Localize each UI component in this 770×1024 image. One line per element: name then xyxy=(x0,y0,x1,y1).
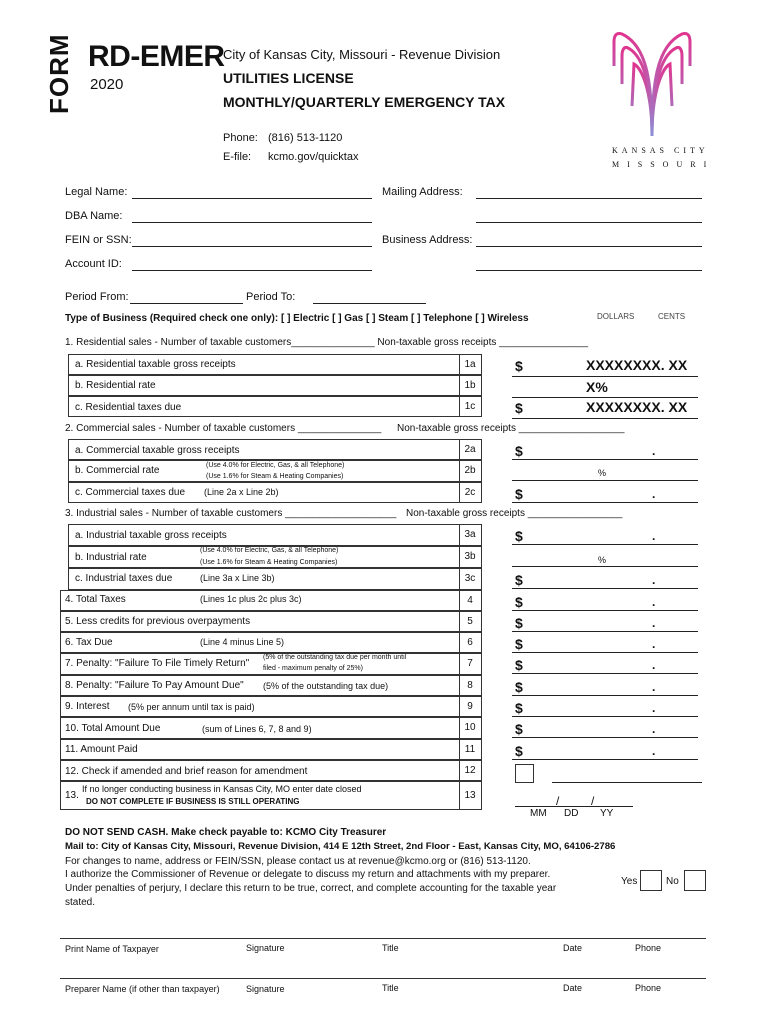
cents-dot-2a: . xyxy=(652,444,656,458)
line-2c-note: (Line 2a x Line 2b) xyxy=(204,487,279,497)
efile-value: kcmo.gov/quicktax xyxy=(268,151,359,163)
date-slash-1: / xyxy=(556,794,560,808)
line-6-note: (Line 4 minus Line 5) xyxy=(200,637,285,647)
cents-dot-9: . xyxy=(652,701,656,715)
amount-input-8[interactable] xyxy=(512,695,698,696)
sig-date: Date xyxy=(563,943,583,953)
line-3-industrial-sales: 3. Industrial sales - Number of taxable customers ____________________ xyxy=(65,508,397,519)
date-mm-label: MM xyxy=(530,808,547,819)
line-1b-label: b. Residential rate xyxy=(75,380,156,391)
amount-input-4[interactable] xyxy=(512,610,698,611)
amount-input-7[interactable] xyxy=(512,673,698,674)
line-5-label: 5. Less credits for previous overpayments xyxy=(65,616,251,627)
line-2b-label: b. Commercial rate xyxy=(75,465,160,476)
cents-dot-8: . xyxy=(652,680,656,694)
no-checkbox[interactable] xyxy=(684,870,706,891)
line-3b-label: b. Industrial rate xyxy=(75,552,147,563)
line-13-warning: DO NOT COMPLETE IF BUSINESS IS STILL OPERATING xyxy=(86,797,300,806)
line-number-2c: 2c xyxy=(464,487,476,498)
authorize-text: I authorize the Commissioner of Revenue or delegate to discuss my return and attachments with my preparer. xyxy=(65,869,551,880)
line-8-note: (5% of the outstanding tax due) xyxy=(263,681,389,691)
line-number-8: 8 xyxy=(467,680,473,691)
amount-input-3c[interactable] xyxy=(512,588,698,589)
amended-reason-input[interactable] xyxy=(552,782,702,783)
dollar-sign-6: $ xyxy=(515,636,523,652)
line-number-2a: 2a xyxy=(464,444,476,455)
line-number-1a: 1a xyxy=(464,359,476,370)
perjury-text-2: stated. xyxy=(65,897,96,908)
cents-dot-7: . xyxy=(652,658,656,672)
amount-input-10[interactable] xyxy=(512,737,698,738)
percent-2b: % xyxy=(598,468,607,478)
logo-text-missouri: MISSOURI xyxy=(612,160,715,169)
line-number-6: 6 xyxy=(467,637,473,648)
dba-name-input[interactable] xyxy=(132,222,372,223)
line-12-label: 12. Check if amended and brief reason for amendment xyxy=(65,766,308,777)
line-row-9 xyxy=(60,696,482,717)
dollar-sign-9: $ xyxy=(515,700,523,716)
dollar-sign-1a: $ xyxy=(515,358,523,374)
sig-phone: Phone xyxy=(635,943,662,953)
cents-dot-6: . xyxy=(652,637,656,651)
cents-dot-5: . xyxy=(652,616,656,630)
line-row-11 xyxy=(60,739,482,760)
form-code: RD-EMER xyxy=(88,40,225,73)
line-row-1b xyxy=(68,375,482,396)
cents-dot-11: . xyxy=(652,744,656,758)
line-number-10: 10 xyxy=(464,722,476,733)
percent-3b: % xyxy=(598,555,607,565)
period-to-label: Period To: xyxy=(246,291,296,303)
cents-dot-3a: . xyxy=(652,529,656,543)
yes-label: Yes xyxy=(621,876,638,887)
line-3c-label: c. Industrial taxes due xyxy=(75,573,173,584)
dollar-sign-3c: $ xyxy=(515,572,523,588)
rate-input-3b[interactable] xyxy=(512,566,698,567)
line-row-2a xyxy=(68,439,482,460)
line-7-note-1: (5% of the outstanding tax due per month until xyxy=(263,654,407,661)
line-13-text: If no longer conducting business in Kansas City, MO enter date closed xyxy=(82,784,362,794)
mailing-address-input-2[interactable] xyxy=(476,222,702,223)
line-number-3c: 3c xyxy=(464,573,476,584)
value-1a: XXXXXXXX. XX xyxy=(586,357,688,373)
amount-input-5[interactable] xyxy=(512,631,698,632)
date-slash-2: / xyxy=(591,794,595,808)
line-number-2b: 2b xyxy=(464,465,476,476)
sig-print-name: Print Name of Taxpayer xyxy=(65,944,159,954)
line-6-label: 6. Tax Due xyxy=(65,637,113,648)
no-label: No xyxy=(666,876,679,887)
dollar-sign-4: $ xyxy=(515,594,523,610)
sig-title: Title xyxy=(382,943,399,953)
cents-dot-10: . xyxy=(652,722,656,736)
line-number-5: 5 xyxy=(467,616,473,627)
line-number-3a: 3a xyxy=(464,529,476,540)
amount-input-1c[interactable] xyxy=(512,418,698,419)
value-1b: X% xyxy=(586,379,608,395)
signature-line-preparer[interactable] xyxy=(60,978,706,979)
line-row-13 xyxy=(60,781,482,810)
line-number-1c: 1c xyxy=(464,401,476,412)
line-2b-note-2: (Use 1.6% for Steam & Heating Companies) xyxy=(206,473,344,480)
fein-ssn-label: FEIN or SSN: xyxy=(65,234,132,246)
line-row-3b xyxy=(68,546,482,568)
mailing-address-label: Mailing Address: xyxy=(382,186,463,198)
line-row-6 xyxy=(60,632,482,653)
cents-dot-4: . xyxy=(652,595,656,609)
line-3c-note: (Line 3a x Line 3b) xyxy=(200,573,275,583)
line-7-label: 7. Penalty: "Failure To File Timely Return" xyxy=(65,658,250,669)
line-row-1c xyxy=(68,396,482,417)
period-to-input[interactable] xyxy=(313,303,426,304)
line-row-3c xyxy=(68,568,482,590)
legal-name-input[interactable] xyxy=(132,198,372,199)
rate-input-2b[interactable] xyxy=(512,480,698,481)
date-dd-label: DD xyxy=(564,808,579,819)
line-row-2c xyxy=(68,482,482,503)
line-4-note: (Lines 1c plus 2c plus 3c) xyxy=(200,594,302,604)
period-from-label: Period From: xyxy=(65,291,129,303)
amount-input-3a[interactable] xyxy=(512,544,698,545)
line-9-label: 9. Interest xyxy=(65,701,110,712)
form-title-2: MONTHLY/QUARTERLY EMERGENCY TAX xyxy=(223,94,506,110)
dollar-sign-10: $ xyxy=(515,721,523,737)
cents-dot-3c: . xyxy=(652,573,656,587)
no-cash-notice: DO NOT SEND CASH. Make check payable to: KCMO City Treasurer xyxy=(65,827,387,838)
form-word: FORM xyxy=(44,33,74,114)
signature-line-taxpayer[interactable] xyxy=(60,938,706,939)
amount-input-11[interactable] xyxy=(512,759,698,760)
date-yy-label: YY xyxy=(600,808,614,819)
line-1c-label: c. Residential taxes due xyxy=(75,402,182,413)
line-2-commercial-sales: 2. Commercial sales - Number of taxable customers _______________ xyxy=(65,423,382,434)
business-address-input-1[interactable] xyxy=(476,246,702,247)
form-title-1: UTILITIES LICENSE xyxy=(223,70,354,86)
line-10-label: 10. Total Amount Due xyxy=(65,723,161,734)
agency-name: City of Kansas City, Missouri - Revenue Division xyxy=(223,47,501,62)
line-10-note: (sum of Lines 6, 7, 8 and 9) xyxy=(202,724,312,734)
perjury-text-1: Under penalties of perjury, I declare this return to be true, correct, and complete accounting for the taxable year xyxy=(65,883,557,894)
mailing-address-input-1[interactable] xyxy=(476,198,702,199)
amount-input-1a[interactable] xyxy=(512,376,698,377)
amended-checkbox[interactable] xyxy=(515,764,534,783)
amount-input-2c[interactable] xyxy=(512,502,698,503)
line-1a-label: a. Residential taxable gross receipts xyxy=(75,359,236,370)
line-2-nontaxable: Non-taxable gross receipts ___________________ xyxy=(397,423,625,434)
line-1-residential-sales: 1. Residential sales - Number of taxable customers_______________ Non-taxable gross receipts ________________ xyxy=(65,337,589,348)
line-8-label: 8. Penalty: "Failure To Pay Amount Due" xyxy=(65,680,244,691)
business-type-selector[interactable]: Type of Business (Required check one only): [ ] Electric [ ] Gas [ ] Steam [ ] Telephone [ ] Wireless xyxy=(65,313,529,324)
line-row-4 xyxy=(60,590,482,611)
logo-text-kansas-city: KANSAS CITY xyxy=(612,146,709,155)
account-id-label: Account ID: xyxy=(65,258,122,270)
line-row-2b xyxy=(68,460,482,482)
line-row-10 xyxy=(60,717,482,739)
dollar-sign-11: $ xyxy=(515,743,523,759)
fein-ssn-input[interactable] xyxy=(132,246,372,247)
dollar-sign-5: $ xyxy=(515,615,523,631)
cents-column-header: CENTS xyxy=(658,312,686,321)
line-row-1a xyxy=(68,354,482,375)
line-number-11: 11 xyxy=(464,744,476,755)
line-row-7 xyxy=(60,653,482,675)
account-id-input[interactable] xyxy=(132,270,372,271)
dollar-sign-7: $ xyxy=(515,657,523,673)
dollar-sign-1c: $ xyxy=(515,400,523,416)
line-7-note-2: filed - maximum penalty of 25%) xyxy=(263,665,363,672)
line-2c-label: c. Commercial taxes due xyxy=(75,487,186,498)
prep-title: Title xyxy=(382,983,399,993)
amount-input-9[interactable] xyxy=(512,716,698,717)
dollars-column-header: DOLLARS xyxy=(597,312,635,321)
line-row-3a xyxy=(68,524,482,546)
line-number-1b: 1b xyxy=(464,380,476,391)
date-closed-input[interactable] xyxy=(515,806,633,807)
prep-name: Preparer Name (if other than taxpayer) xyxy=(65,984,220,994)
line-11-label: 11. Amount Paid xyxy=(65,744,138,755)
period-from-input[interactable] xyxy=(130,303,243,304)
dollar-sign-2c: $ xyxy=(515,486,523,502)
form-year: 2020 xyxy=(90,76,124,93)
dollar-sign-3a: $ xyxy=(515,528,523,544)
line-number-9: 9 xyxy=(467,701,473,712)
sig-signature: Signature xyxy=(246,943,285,953)
line-number-3b: 3b xyxy=(464,551,476,562)
line-number-4: 4 xyxy=(467,595,473,606)
line-3b-note-1: (Use 4.0% for Electric, Gas, & all Telephone) xyxy=(200,547,339,554)
yes-checkbox[interactable] xyxy=(640,870,662,891)
phone-label: Phone: xyxy=(223,132,258,144)
dba-name-label: DBA Name: xyxy=(65,210,123,222)
amount-input-6[interactable] xyxy=(512,652,698,653)
prep-date: Date xyxy=(563,983,583,993)
line-9-note: (5% per annum until tax is paid) xyxy=(128,702,255,712)
changes-notice: For changes to name, address or FEIN/SSN, please contact us at revenue@kcmo.org or (816) 513-1120. xyxy=(65,856,531,867)
line-3-nontaxable: Non-taxable gross receipts _________________ xyxy=(406,508,623,519)
line-4-label: 4. Total Taxes xyxy=(65,594,126,605)
efile-label: E-file: xyxy=(223,151,252,163)
line-row-5 xyxy=(60,611,482,632)
cents-dot-2c: . xyxy=(652,487,656,501)
line-2b-note-1: (Use 4.0% for Electric, Gas, & all Telephone) xyxy=(206,462,345,469)
value-1c: XXXXXXXX. XX xyxy=(586,399,688,415)
line-row-12 xyxy=(60,760,482,781)
line-number-7: 7 xyxy=(467,658,473,669)
line-row-8 xyxy=(60,675,482,696)
line-2a-label: a. Commercial taxable gross receipts xyxy=(75,445,240,456)
amount-input-2a[interactable] xyxy=(512,459,698,460)
rate-input-1b[interactable] xyxy=(512,397,698,398)
line-3a-label: a. Industrial taxable gross receipts xyxy=(75,530,227,541)
kansas-city-logo-icon xyxy=(612,26,692,138)
line-3b-note-2: (Use 1.6% for Steam & Heating Companies) xyxy=(200,559,338,566)
line-13-number: 13. xyxy=(65,790,79,801)
legal-name-label: Legal Name: xyxy=(65,186,128,198)
dollar-sign-2a: $ xyxy=(515,443,523,459)
business-address-label: Business Address: xyxy=(382,234,473,246)
line-number-12: 12 xyxy=(464,765,476,776)
prep-phone: Phone xyxy=(635,983,662,993)
line-number-13: 13 xyxy=(464,790,476,801)
phone-value: (816) 513-1120 xyxy=(268,132,343,144)
dollar-sign-8: $ xyxy=(515,679,523,695)
prep-signature: Signature xyxy=(246,984,285,994)
mail-to-address: Mail to: City of Kansas City, Missouri, Revenue Division, 414 E 12th Street, 2nd Floor - East, Kansas City, MO, 64106-2786 xyxy=(65,841,616,852)
business-address-input-2[interactable] xyxy=(476,270,702,271)
